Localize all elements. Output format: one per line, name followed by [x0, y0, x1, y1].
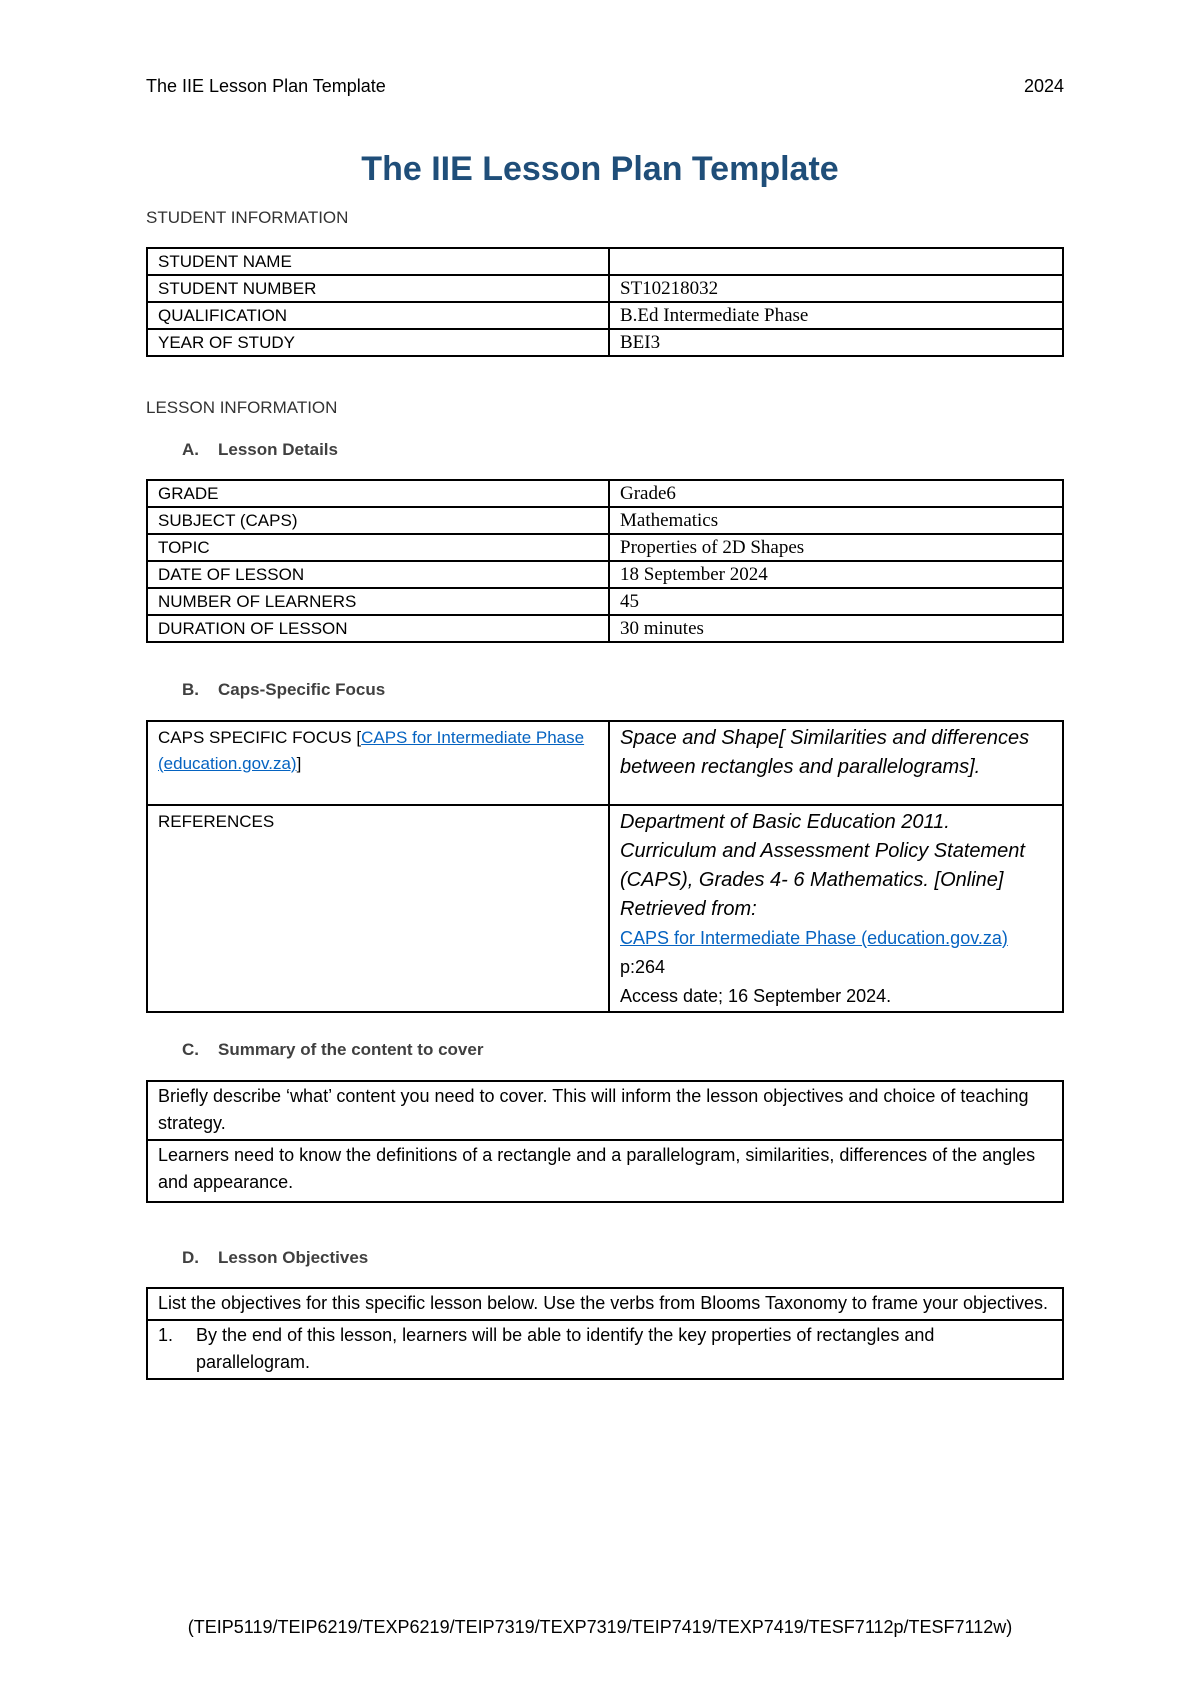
footer-module-codes: (TEIP5119/TEIP6219/TEXP6219/TEIP7319/TEXP7319/TEIP7419/TEXP7419/TESF7112p/TESF7112w) — [187, 1617, 1013, 1637]
table-row — [147, 534, 1063, 561]
student-name-value — [609, 248, 1063, 275]
lesson-information-heading: LESSON INFORMATION — [146, 398, 338, 417]
section-a-heading — [182, 440, 338, 460]
qualification-label: QUALIFICATION — [147, 302, 609, 329]
section-d-letter: D. — [182, 1248, 199, 1267]
student-information-table — [146, 247, 1064, 357]
caps-specific-focus-value: Space and Shape[ Similarities and differences between rectangles and parallelograms]. — [609, 721, 1063, 805]
reference-page: p:264 — [620, 957, 666, 977]
duration-of-lesson-value: 30 minutes — [609, 615, 1063, 642]
topic-label: TOPIC — [147, 534, 609, 561]
objective-number: 1. — [158, 1325, 174, 1345]
running-header-year: 2024 — [1023, 76, 1064, 96]
table-row — [147, 1288, 1063, 1320]
content-summary-answer: Learners need to know the definitions of a rectangle and a parallelogram, similarities, differences of the angles and appearance. — [147, 1140, 1063, 1202]
reference-citation: Department of Basic Education 2011. Curriculum and Assessment Policy Statement (CAPS), Grades 4- 6 Mathematics. [Online] Retrieved from: — [620, 811, 1025, 920]
running-header-title: The IIE Lesson Plan Template — [146, 76, 386, 96]
section-d-title: Lesson Objectives — [218, 1248, 369, 1267]
section-c-title: Summary of the content to cover — [218, 1040, 484, 1059]
table-row — [147, 507, 1063, 534]
content-summary-prompt: Briefly describe ‘what’ content you need to cover. This will inform the lesson objectives and choice of teaching strategy. — [147, 1081, 1063, 1140]
objective-item — [147, 1320, 1063, 1379]
document-title: The IIE Lesson Plan Template — [361, 150, 839, 188]
student-number-label: STUDENT NUMBER — [147, 275, 609, 302]
references-value — [609, 805, 1063, 1012]
table-row — [147, 721, 1063, 805]
caps-focus-suffix: ] — [296, 754, 302, 773]
section-b-title: Caps-Specific Focus — [218, 680, 386, 699]
number-of-learners-value: 45 — [609, 588, 1063, 615]
lesson-objectives-table — [146, 1287, 1064, 1380]
year-of-study-label: YEAR OF STUDY — [147, 329, 609, 356]
references-label: REFERENCES — [147, 805, 609, 1012]
content-summary-table — [146, 1080, 1064, 1203]
table-row — [147, 1081, 1063, 1140]
grade-value: Grade6 — [609, 480, 1063, 507]
table-row — [147, 1140, 1063, 1202]
date-of-lesson-label: DATE OF LESSON — [147, 561, 609, 588]
table-row — [147, 588, 1063, 615]
table-row — [147, 302, 1063, 329]
objectives-prompt: List the objectives for this specific lesson below. Use the verbs from Blooms Taxonomy to frame your objectives. — [147, 1288, 1063, 1320]
section-a-title: Lesson Details — [218, 440, 338, 459]
lesson-details-table — [146, 479, 1064, 643]
section-d-heading — [182, 1248, 368, 1268]
caps-intermediate-phase-link[interactable]: CAPS for Intermediate Phase (education.gov.za) — [158, 728, 585, 773]
grade-label: GRADE — [147, 480, 609, 507]
table-row — [147, 248, 1063, 275]
date-of-lesson-value: 18 September 2024 — [609, 561, 1063, 588]
student-number-value: ST10218032 — [609, 275, 1063, 302]
table-row — [147, 275, 1063, 302]
duration-of-lesson-label: DURATION OF LESSON — [147, 615, 609, 642]
table-row — [147, 805, 1063, 1012]
reference-access-date: Access date; 16 September 2024. — [620, 986, 892, 1006]
subject-value: Mathematics — [609, 507, 1063, 534]
caps-focus-table — [146, 720, 1064, 1013]
subject-label: SUBJECT (CAPS) — [147, 507, 609, 534]
topic-value: Properties of 2D Shapes — [609, 534, 1063, 561]
section-c-heading — [182, 1040, 483, 1060]
reference-caps-link[interactable]: CAPS for Intermediate Phase (education.gov.za) — [620, 928, 1008, 948]
year-of-study-value: BEI3 — [609, 329, 1063, 356]
table-row — [147, 561, 1063, 588]
section-b-heading — [182, 680, 385, 700]
objective-text: By the end of this lesson, learners will be able to identify the key properties of rectangles and parallelogram. — [196, 1325, 935, 1372]
student-information-heading: STUDENT INFORMATION — [146, 208, 349, 227]
table-row — [147, 480, 1063, 507]
table-row — [147, 329, 1063, 356]
section-c-letter: C. — [182, 1040, 199, 1059]
table-row — [147, 1320, 1063, 1379]
caps-focus-prefix: CAPS SPECIFIC FOCUS [ — [158, 728, 362, 747]
section-b-letter: B. — [182, 680, 199, 699]
number-of-learners-label: NUMBER OF LEARNERS — [147, 588, 609, 615]
table-row — [147, 615, 1063, 642]
section-a-letter: A. — [182, 440, 199, 459]
caps-specific-focus-label — [147, 721, 609, 805]
qualification-value: B.Ed Intermediate Phase — [609, 302, 1063, 329]
student-name-label: STUDENT NAME — [147, 248, 609, 275]
